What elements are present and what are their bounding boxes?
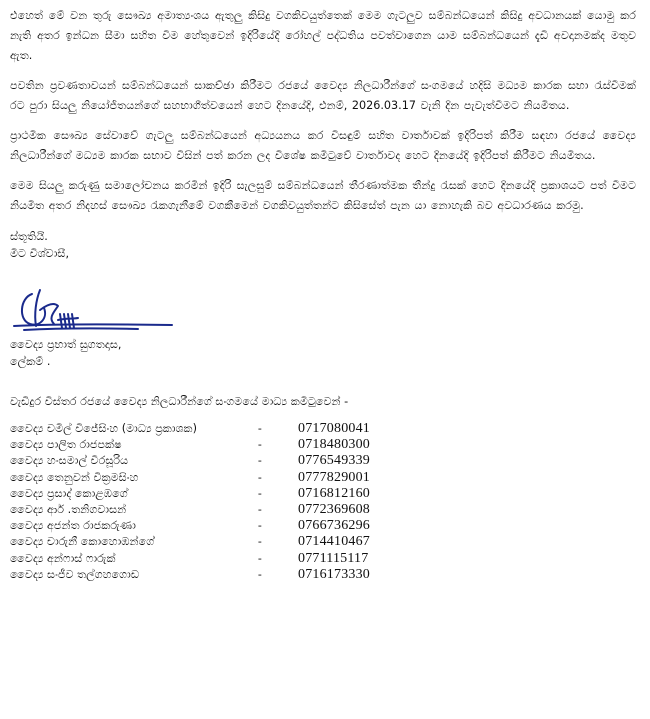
closing-faithful: මිට විශ්වාසී, [10, 247, 70, 260]
member-separator: - [258, 471, 262, 484]
member-name: වෛද්‍ය හංසමාල් වීරසූරිය [10, 454, 129, 468]
signatory-title: ලේකම් . [10, 355, 51, 368]
member-separator: - [258, 536, 262, 549]
member-row [10, 421, 410, 437]
member-separator: - [258, 423, 262, 435]
member-row [10, 470, 410, 486]
signature-image [10, 284, 180, 336]
member-separator: - [258, 552, 262, 565]
media-committee-heading: වැඩිදුර විස්තර රජයේ වෛද්‍ය නිලධාරීන්ගේ සංගමයේ මාධ්‍ය කමිටුවෙන් - [10, 395, 349, 408]
member-phone: 0714410467 [298, 534, 370, 550]
member-name: වෛද්‍ය ප්‍රසාද් කොළඹගේ [10, 486, 128, 500]
member-separator: - [258, 439, 262, 452]
member-phone: 0776549339 [298, 453, 370, 469]
closing-thanks: ස්තූතියි. [10, 230, 48, 243]
member-row [10, 518, 410, 534]
member-phone: 0716812160 [298, 485, 370, 501]
member-separator: - [258, 520, 262, 533]
member-phone: 0716173330 [298, 566, 370, 582]
member-separator: - [258, 568, 262, 581]
member-phone: 0772369608 [298, 501, 370, 517]
paragraph-4: මෙම සියලු කරුණු සමාලෝචනය කරමින් ඉදිරි සැලසුම් සම්බන්ධයෙන් තීරණාත්මක තීන්දු රැසක් හෙට දිනයේදි ප්‍රකාශයට පත් වීමට නියමිත අතර නිදහස් සෞඛ්‍ය රැකගැනීමේ වගකීමෙන් වගකිවයුත්තන්ට කිසිසේත් පැන යා නොහැකි බව අවධාරණය කරමු. [10, 179, 636, 212]
paragraph-1: එහෙත් මේ වන තුරු සෞඛ්‍ය අමාත්‍යංශය ඇතුලු කිසිදු වගකිවයුත්තෙක් මෙම ගැටලුව සම්බන්ධයෙන් කිසිදු අවධානයක් යොමු කර නැති අතර ඉන්ධන සීමා සහිත වීම හේතුවෙන් ඉදිරියේදි රෝහල් පද්ධතිය පවත්වාගෙන යාම සම්බන්ධයෙන් දැඩි අවදානමක්ද මතුව ඇත. [10, 9, 636, 62]
paragraph-2: පවතින ප්‍රවණතාවයන් සම්බන්ධයෙන් සාකච්ඡා කිරීමට රජයේ වෛද්‍ය නිලධාරීන්ගේ සංගමයේ හදිසි මධ්‍යම කාරක සභා රැස්වීමක් රට පුරා සියලු නියෝජිතයන්ගේ සහභාගීත්වයෙන් හෙට දිනයේදි, එනම්, 2026.03.17 වැනි දින පැවැත්වීමට නියමිතය. [10, 79, 636, 112]
paragraph-3: ප්‍රාථමික සෞඛ්‍ය සේවාවේ ගැටලු සම්බන්ධයෙන් අධ්‍යයනය කර විසඳුම් සහිත වාර්තාවක් ඉදිරිපත් කිරීම සඳහා රජයේ වෛද්‍ය නිලධාරීන්ගේ මධ්‍යම කාරක සභාව විසින් පත් කරන ලද විශේෂ කමිටුවේ වාර්තාවද හෙට දිනයේදි ඉදිරිපත් කිරීමට නියමිතය. [10, 129, 636, 162]
signatory-block [10, 336, 636, 370]
member-name: වෛද්‍ය පාලිත රාජපක්ෂ [10, 438, 122, 452]
member-row [10, 551, 410, 567]
member-phone: 0777829001 [298, 469, 370, 485]
member-row [10, 486, 410, 502]
member-name: වෛද්‍ය සංජීව තල්ගහගොඩ [10, 567, 140, 581]
member-separator: - [258, 455, 262, 468]
member-name: වෛද්‍ය ආර් .තනිගවාසන් [10, 502, 127, 516]
letter-page [10, 6, 636, 583]
closing-block [10, 228, 636, 262]
handwritten-signature [10, 284, 180, 336]
signatory-name: වෛද්‍ය ප්‍රභාත් සුගතදාස, [10, 338, 122, 351]
members-list [10, 421, 410, 583]
member-row [10, 567, 410, 583]
member-name: වෛද්‍ය අජන්ත රාජකරුණා [10, 519, 136, 533]
member-phone: 0718480300 [298, 437, 370, 453]
member-row [10, 502, 410, 518]
member-separator: - [258, 487, 262, 500]
member-name: වෛද්‍ය තෙනුවන් වික්‍රමසිංහ [10, 470, 139, 484]
member-separator: - [258, 503, 262, 516]
member-phone: 0771115117 [298, 550, 369, 566]
member-name: වෛද්‍ය චමිල් විජේසිංහ (මාධ්‍ය ප්‍රකාශක) [10, 422, 197, 435]
member-name: වෛද්‍ය චාරුනී කොහොඹන්ගේ [10, 535, 155, 549]
member-phone: 0717080041 [298, 421, 370, 436]
member-row [10, 453, 410, 469]
member-row [10, 437, 410, 453]
member-phone: 0766736296 [298, 518, 370, 534]
member-row [10, 534, 410, 550]
member-name: වෛද්‍ය අන්ෆාස් ෆාරුක් [10, 551, 116, 565]
